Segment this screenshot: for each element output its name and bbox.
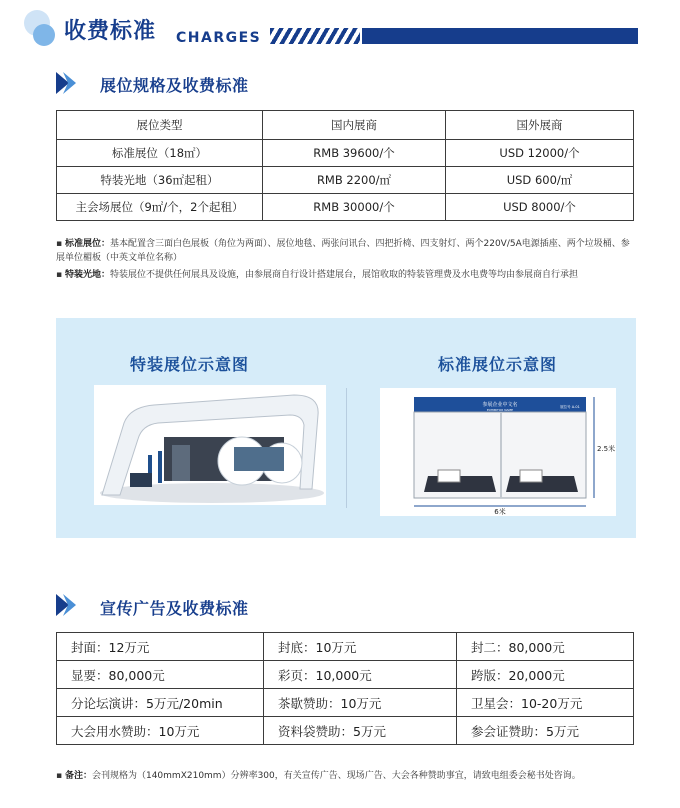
section-title-booth: 展位规格及收费标准: [100, 76, 249, 95]
table-cell: 资料袋赞助：5万元: [264, 717, 457, 745]
page-title: 收费标准: [64, 19, 157, 44]
table-row: [57, 633, 634, 661]
table-cell: 彩页：10,000元: [264, 661, 457, 689]
table-row: [57, 140, 634, 167]
note-text: 特装展位不提供任何展具及设施，由参展商自行设计搭建展台，展馆收取的特装管理费及水电费等均由参展商自行承担: [109, 270, 578, 280]
table-cell: 显要：80,000元: [57, 661, 264, 689]
note-label: 备注：: [64, 771, 92, 781]
fascia-booth-number: 展位号 A-01: [560, 405, 580, 409]
section-arrow-icon: [56, 594, 78, 616]
fascia-en-label: EXHIBITOR NAME: [486, 408, 514, 412]
special-booth-title: 特装展位示意图: [130, 355, 250, 374]
table-header-cell: 国内展商: [263, 111, 446, 140]
table-row: [57, 194, 634, 221]
table-row: [57, 717, 634, 745]
table-cell: RMB 30000/个: [263, 194, 446, 221]
table-row: [57, 167, 634, 194]
table-cell: 主会场展位（9㎡/个，2个起租）: [57, 194, 263, 221]
section-title-ads: 宣传广告及收费标准: [100, 599, 249, 618]
table-row: [57, 689, 634, 717]
table-header-cell: 展位类型: [57, 111, 263, 140]
table-cell: 封二：80,000元: [457, 633, 634, 661]
footer-note: ▪ 备注：会刊规格为（140mmX210mm）分辨率300，有关宣传广告、现场广告、大会各种赞助事宜，请致电组委会秘书处咨询。: [56, 771, 581, 781]
note-text: 会刊规格为（140mmX210mm）分辨率300，有关宣传广告、现场广告、大会各种赞助事宜，请致电组委会秘书处咨询。: [91, 771, 581, 781]
booth-price-table: [56, 110, 634, 221]
table-cell: USD 12000/个: [446, 140, 634, 167]
booth-height-label: 2.5米: [597, 445, 616, 453]
table-cell: 跨版：20,000元: [457, 661, 634, 689]
table-cell: 封底：10万元: [264, 633, 457, 661]
table-cell: USD 600/㎡: [446, 167, 634, 194]
table-cell: 标准展位（18㎡）: [57, 140, 263, 167]
table-cell: 封面：12万元: [57, 633, 264, 661]
header-deco-circle: [33, 24, 55, 46]
table-cell: RMB 2200/㎡: [263, 167, 446, 194]
table-cell: 特装光地（36㎡起租）: [57, 167, 263, 194]
table-cell: USD 8000/个: [446, 194, 634, 221]
page-subtitle: CHARGES: [176, 30, 262, 46]
table-row: [57, 661, 634, 689]
note-label: 特装光地：: [64, 270, 110, 280]
header-bar: [362, 28, 638, 44]
ad-price-table: [56, 632, 634, 745]
table-cell: 分论坛演讲：5万元/20min: [57, 689, 264, 717]
header-stripes: [270, 28, 360, 44]
standard-booth-title: 标准展位示意图: [438, 355, 558, 374]
booth-width-label: 6米: [494, 508, 506, 516]
table-header-row: [57, 111, 634, 140]
table-cell: 茶歇赞助：10万元: [264, 689, 457, 717]
table-cell: 卫星会：10-20万元: [457, 689, 634, 717]
table-cell: RMB 39600/个: [263, 140, 446, 167]
panel-divider: [346, 388, 347, 508]
note-standard-booth: ▪ 标准展位：基本配置含三面白色展板（角位为两面）、展位地毯、两张问讯台、四把折椅、四支射灯、两个220V/5A电源插座、两个垃圾桶、参展单位楣板（中英文单位名称）: [56, 239, 630, 263]
note-text: 基本配置含三面白色展板（角位为两面）、展位地毯、两张问讯台、四把折椅、四支射灯、两个220V/5A电源插座、两个垃圾桶、参展单位楣板（中英文单位名称）: [56, 239, 630, 263]
standard-booth-diagram: [380, 388, 616, 516]
section-arrow-icon: [56, 72, 78, 94]
note-label: 标准展位：: [64, 239, 110, 249]
table-header-cell: 国外展商: [446, 111, 634, 140]
table-cell: 大会用水赞助：10万元: [57, 717, 264, 745]
note-raw-space: ▪ 特装光地：特装展位不提供任何展具及设施，由参展商自行设计搭建展台，展馆收取的特装管理费及水电费等均由参展商自行承担: [56, 270, 578, 280]
table-cell: 参会证赞助：5万元: [457, 717, 634, 745]
special-booth-render: [94, 385, 326, 505]
fascia-cn-label: 参展企业中文名: [482, 402, 518, 408]
